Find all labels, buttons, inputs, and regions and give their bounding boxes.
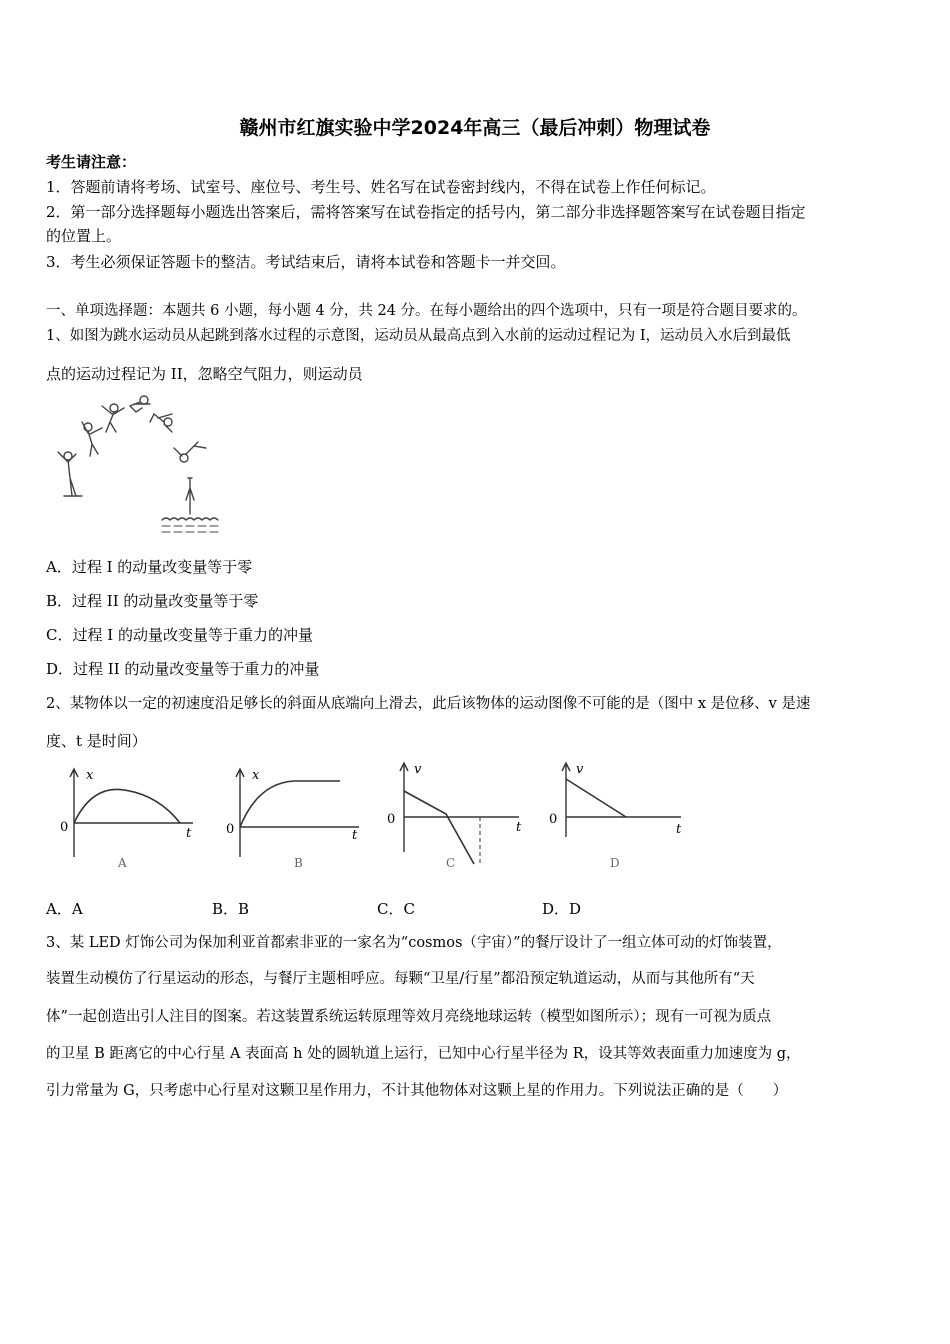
notice-item-1: 1．答题前请将考场、试室号、座位号、考生号、姓名写在试卷密封线内，不得在试卷上作任何标记。: [46, 178, 716, 196]
graph-a-caption: A: [118, 856, 127, 870]
question-2-line-2: 度、t 是时间）: [46, 732, 147, 750]
graph-d-line: [566, 779, 626, 817]
diver-pose-5: [150, 414, 172, 432]
graph-a-ylabel: x: [86, 768, 94, 783]
question-1-line-1: 1、如图为跳水运动员从起跳到落水过程的示意图，运动员从最高点到入水前的运动过程记为 I，运动员入水后到最低: [46, 328, 791, 344]
question-3-line-4: 的卫星 B 距离它的中心行星 A 表面高 h 处的圆轨道上运行，已知中心行星半径为 R，设其等效表面重力加速度为 g，: [46, 1046, 801, 1062]
graph-b: [224, 757, 374, 877]
question-1-option-d: D．过程 II 的动量改变量等于重力的冲量: [46, 660, 320, 678]
graph-d-caption: D: [610, 856, 620, 870]
water-surface: [162, 518, 218, 532]
question-2-line-1: 2、某物体以一定的初速度沿足够长的斜面从底端向上滑去，此后该物体的运动图像不可能的是（图中 x 是位移、v 是速: [46, 696, 811, 712]
question-2-option-a: A．A: [46, 900, 83, 918]
question-2-option-c: C．C: [377, 900, 415, 918]
question-3-line-1: 3、某 LED 灯饰公司为保加利亚首都索非亚的一家名为“cosmos（宇宙）”的餐厅设计了一组立体可动的灯饰装置，: [46, 935, 782, 951]
graph-c-xlabel: t: [516, 820, 522, 835]
diver-pose-6: [174, 442, 206, 462]
graph-c-caption: C: [446, 856, 456, 870]
section-1-heading: 一、单项选择题：本题共 6 小题，每小题 4 分，共 24 分。在每小题给出的四个选项中，只有一项是符合题目要求的。: [46, 303, 807, 319]
graph-d-ylabel: v: [576, 762, 584, 777]
question-1-option-b: B．过程 II 的动量改变量等于零: [46, 592, 259, 610]
question-1-option-a: A．过程 I 的动量改变量等于零: [46, 558, 253, 576]
page-title: 赣州市红旗实验中学2024年高三（最后冲刺）物理试卷: [239, 117, 711, 139]
diver-trajectory-figure: [46, 392, 226, 537]
question-2-option-b: B．B: [212, 900, 250, 918]
graph-a: [58, 757, 208, 877]
graph-c-ylabel: v: [414, 762, 422, 777]
graph-c-origin: 0: [387, 812, 396, 827]
notice-item-3: 3．考生必须保证答题卡的整洁。考试结束后，请将本试卷和答题卡一并交回。: [46, 253, 566, 271]
graph-d-xlabel: t: [676, 822, 682, 837]
diver-pose-1: [58, 452, 82, 496]
question-3-line-5: 引力常量为 G，只考虑中心行星对这颗卫星作用力，不计其他物体对这颗上星的作用力。下列说法正确的是（ ）: [46, 1083, 788, 1099]
graph-b-xlabel: t: [352, 828, 358, 843]
graph-b-ylabel: x: [252, 768, 260, 783]
question-1-option-c: C．过程 I 的动量改变量等于重力的冲量: [46, 626, 313, 644]
notice-item-2-line-2: 的位置上。: [46, 227, 122, 245]
diver-pose-3: [102, 404, 124, 432]
graph-c: [384, 757, 534, 877]
question-3-line-3: 体”一起创造出引人注目的图案。若这装置系统运转原理等效月亮绕地球运转（模型如图所示）；现有一可视为质点: [46, 1009, 772, 1025]
question-2-option-d: D．D: [542, 900, 582, 918]
graph-b-caption: B: [294, 856, 303, 870]
graph-d: [546, 757, 696, 877]
diver-pose-4: [130, 396, 150, 412]
graph-d-origin: 0: [549, 812, 558, 827]
question-1-line-2: 点的运动过程记为 II，忽略空气阻力，则运动员: [46, 365, 363, 383]
diver-pose-7: [186, 478, 194, 514]
graph-a-curve: [74, 789, 180, 823]
graph-b-origin: 0: [226, 822, 235, 837]
graph-a-origin: 0: [60, 820, 69, 835]
diver-pose-2: [82, 422, 102, 456]
graph-c-line: [404, 791, 474, 864]
graph-b-curve: [240, 781, 340, 827]
notice-heading: 考生请注意：: [46, 153, 137, 171]
question-3-line-2: 装置生动模仿了行星运动的形态，与餐厅主题相呼应。每颗“卫星/行星”都沿预定轨道运动，从而与其他所有“天: [46, 971, 755, 987]
notice-item-2-line-1: 2．第一部分选择题每小题选出答案后，需将答案写在试卷指定的括号内，第二部分非选择题答案写在试卷题目指定: [46, 203, 806, 221]
graph-a-xlabel: t: [186, 826, 192, 841]
